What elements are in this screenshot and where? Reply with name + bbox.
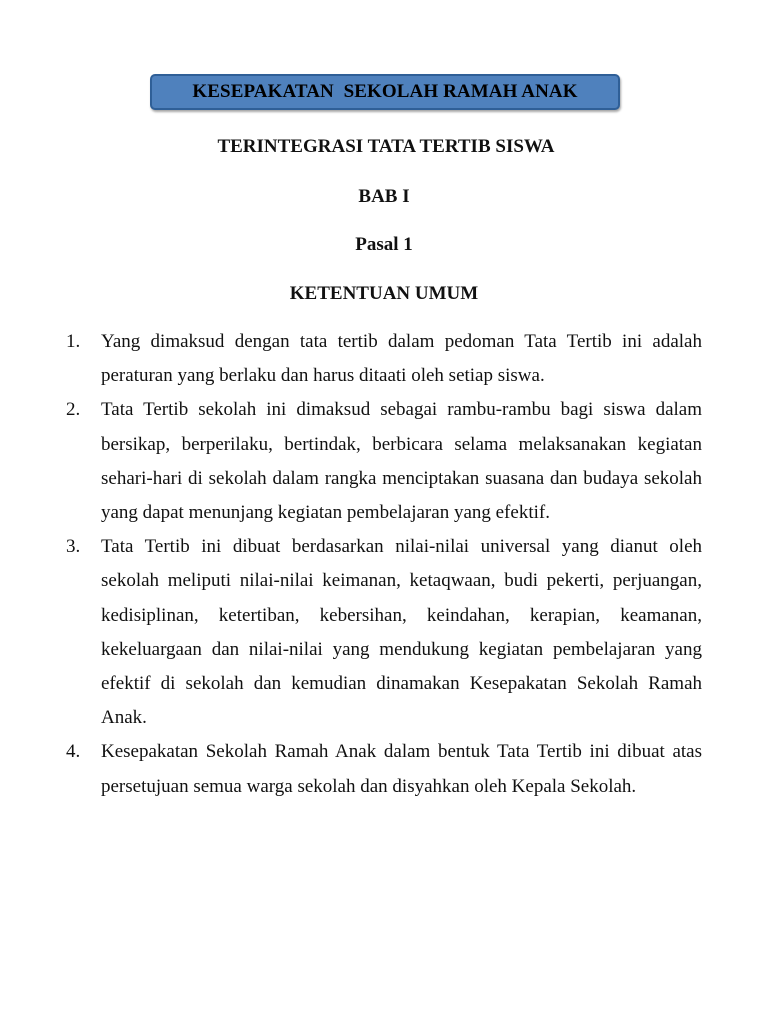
list-item-text: Kesepakatan Sekolah Ramah Anak dalam bentuk Tata Tertib ini dibuat atas persetujuan semua warga sekolah dan disyahkan oleh Kepala Sekolah.: [101, 741, 702, 797]
provisions-list: [66, 325, 702, 804]
list-item: [66, 735, 702, 803]
list-item-number: 4.: [66, 741, 81, 763]
list-item-number: 1.: [66, 331, 81, 352]
list-item-text: Tata Tertib ini dibuat berdasarkan nilai-nilai universal yang dianut oleh sekolah meliputi nilai-nilai keimanan, ketaqwaan, budi pekerti, perjuangan, kedisiplinan, ketertiban, kebersihan, keindahan, kerapian, keamanan, kekeluargaan dan nilai-nilai yang mendukung kegiatan pembelajaran yang efektif di sekolah dan kemudian dinamakan Kesepakatan Sekolah Ramah Anak.: [101, 536, 702, 729]
article-heading: Pasal 1: [355, 234, 413, 255]
list-item-number: 2.: [66, 399, 81, 421]
document-subtitle: TERINTEGRASI TATA TERTIB SISWA: [217, 136, 555, 157]
list-item-number: 3.: [66, 536, 81, 558]
section-heading: KETENTUAN UMUM: [289, 283, 479, 304]
list-item-text: Yang dimaksud dengan tata tertib dalam pedoman Tata Tertib ini adalah peraturan yang berlaku dan harus ditaati oleh setiap siswa.: [101, 331, 702, 387]
list-item: [66, 530, 702, 735]
document-title: KESEPAKATAN SEKOLAH RAMAH ANAK: [192, 81, 578, 102]
chapter-heading: BAB I: [358, 186, 410, 207]
title-banner: [150, 74, 620, 110]
list-item-text: Tata Tertib sekolah ini dimaksud sebagai rambu-rambu bagi siswa dalam bersikap, berperilaku, bertindak, berbicara selama melaksanakan kegiatan sehari-hari di sekolah dalam rangka menciptakan suasana dan budaya sekolah yang dapat menunjang kegiatan pembelajaran yang efektif.: [101, 399, 702, 524]
list-item: [66, 325, 702, 393]
list-item: [66, 393, 702, 530]
